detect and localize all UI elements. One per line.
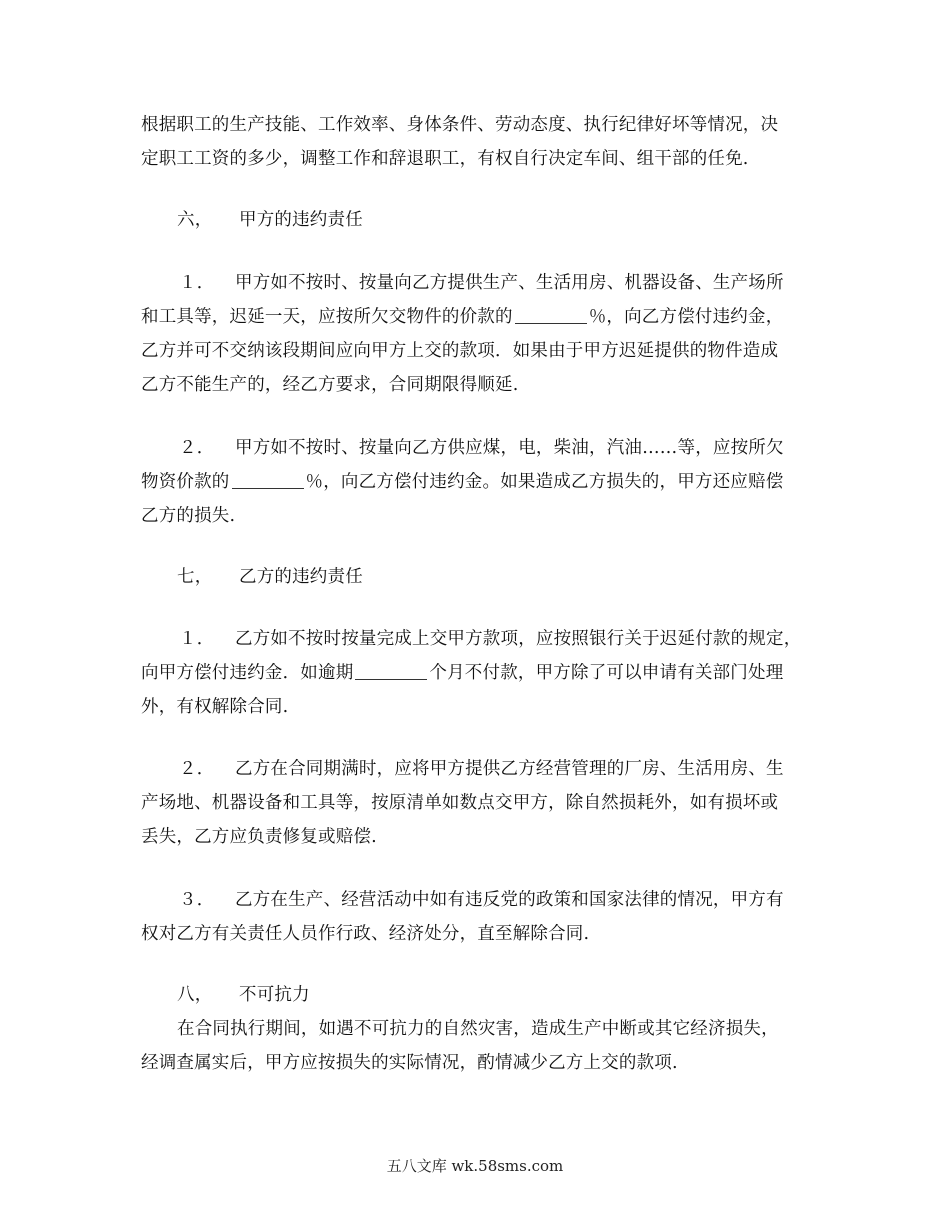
item-number: ３．	[179, 890, 215, 910]
item-number: ２．	[179, 438, 215, 458]
section-8-line-2: 经调查属实后，甲方应按损失的实际情况，酌情减少乙方上交的款项.	[141, 1053, 678, 1073]
section-7-item-1-line-1	[177, 628, 801, 650]
section-7-item-1-line-2	[141, 662, 783, 684]
item-text: ％，向乙方偿付违约金，	[588, 307, 784, 327]
item-text: ％，向乙方偿付违约金。如果造成乙方损失的，甲方还应赔偿	[305, 472, 784, 492]
section-6-number: 六，	[177, 210, 213, 230]
section-7-item-2-line-2: 产场地、机器设备和工具等，按原清单如数点交甲方，除自然损耗外，如有损坏或	[141, 793, 779, 813]
section-7-heading	[177, 566, 363, 588]
item-text: 乙方如不按时按量完成上交甲方款项，应按照银行关于迟延付款的规定，	[235, 629, 802, 649]
item-text: 物资价款的	[141, 472, 230, 492]
section-7-title: 乙方的违约责任	[239, 567, 363, 587]
section-7-item-2-line-3: 丢失，乙方应负责修复或赔偿.	[141, 827, 377, 847]
item-text: 向甲方偿付违约金．如逾期	[141, 663, 354, 683]
item-text: 乙方在生产、经营活动中如有违反党的政策和国家法律的情况，甲方有	[235, 890, 784, 910]
section-6-item-2-line-3: 乙方的损失.	[141, 506, 236, 526]
section-6-item-1-line-1	[177, 272, 784, 294]
section-7-item-3-line-1	[177, 889, 784, 911]
section-7-item-1-line-3: 外，有权解除合同.	[141, 697, 289, 717]
intro-line-2: 定职工工资的多少，调整工作和辞退职工，有权自行决定车间、组干部的任免.	[141, 149, 749, 169]
section-8-heading	[177, 984, 310, 1006]
fill-in-blank[interactable]	[232, 472, 304, 489]
section-6-item-1-line-4: 乙方不能生产的，经乙方要求，合同期限得顺延.	[141, 375, 519, 395]
section-8-line-1: 在合同执行期间，如遇不可抗力的自然灾害，造成生产中断或其它经济损失，	[177, 1019, 779, 1039]
item-text: 甲方如不按时、按量向乙方供应煤，电，柴油，汽油……等，应按所欠	[235, 438, 784, 458]
section-6-title: 甲方的违约责任	[239, 210, 363, 230]
section-7-item-2-line-1	[177, 758, 784, 780]
item-number: ２．	[179, 759, 215, 779]
item-text: 乙方在合同期满时，应将甲方提供乙方经营管理的厂房、生活用房、生	[235, 759, 784, 779]
fill-in-blank[interactable]	[355, 663, 427, 680]
item-number: １．	[179, 629, 215, 649]
intro-line-1: 根据职工的生产技能、工作效率、身体条件、劳动态度、执行纪律好坏等情况，决	[141, 115, 779, 135]
page-footer: 五八文库 wk.58sms.com	[386, 1157, 564, 1175]
section-8-title: 不可抗力	[239, 985, 310, 1005]
section-7-item-3-line-2: 权对乙方有关责任人员作行政、经济处分，直至解除合同.	[141, 924, 590, 944]
section-6-item-1-line-3: 乙方并可不交纳该段期间应向甲方上交的款项．如果由于甲方迟延提供的物件造成	[141, 341, 779, 361]
section-8-number: 八，	[177, 985, 213, 1005]
section-6-heading	[177, 209, 363, 231]
item-text: 个月不付款，甲方除了可以申请有关部门处理	[429, 663, 784, 683]
section-6-item-2-line-1	[177, 437, 784, 459]
section-6-item-1-line-2	[141, 306, 783, 328]
section-7-number: 七，	[177, 567, 213, 587]
fill-in-blank[interactable]	[515, 307, 587, 324]
item-text: 和工具等，迟延一天，应按所欠交物件的价款的	[141, 307, 513, 327]
item-text: 甲方如不按时、按量向乙方提供生产、生活用房、机器设备、生产场所	[235, 273, 784, 293]
section-6-item-2-line-2	[141, 471, 783, 493]
item-number: １．	[179, 273, 215, 293]
